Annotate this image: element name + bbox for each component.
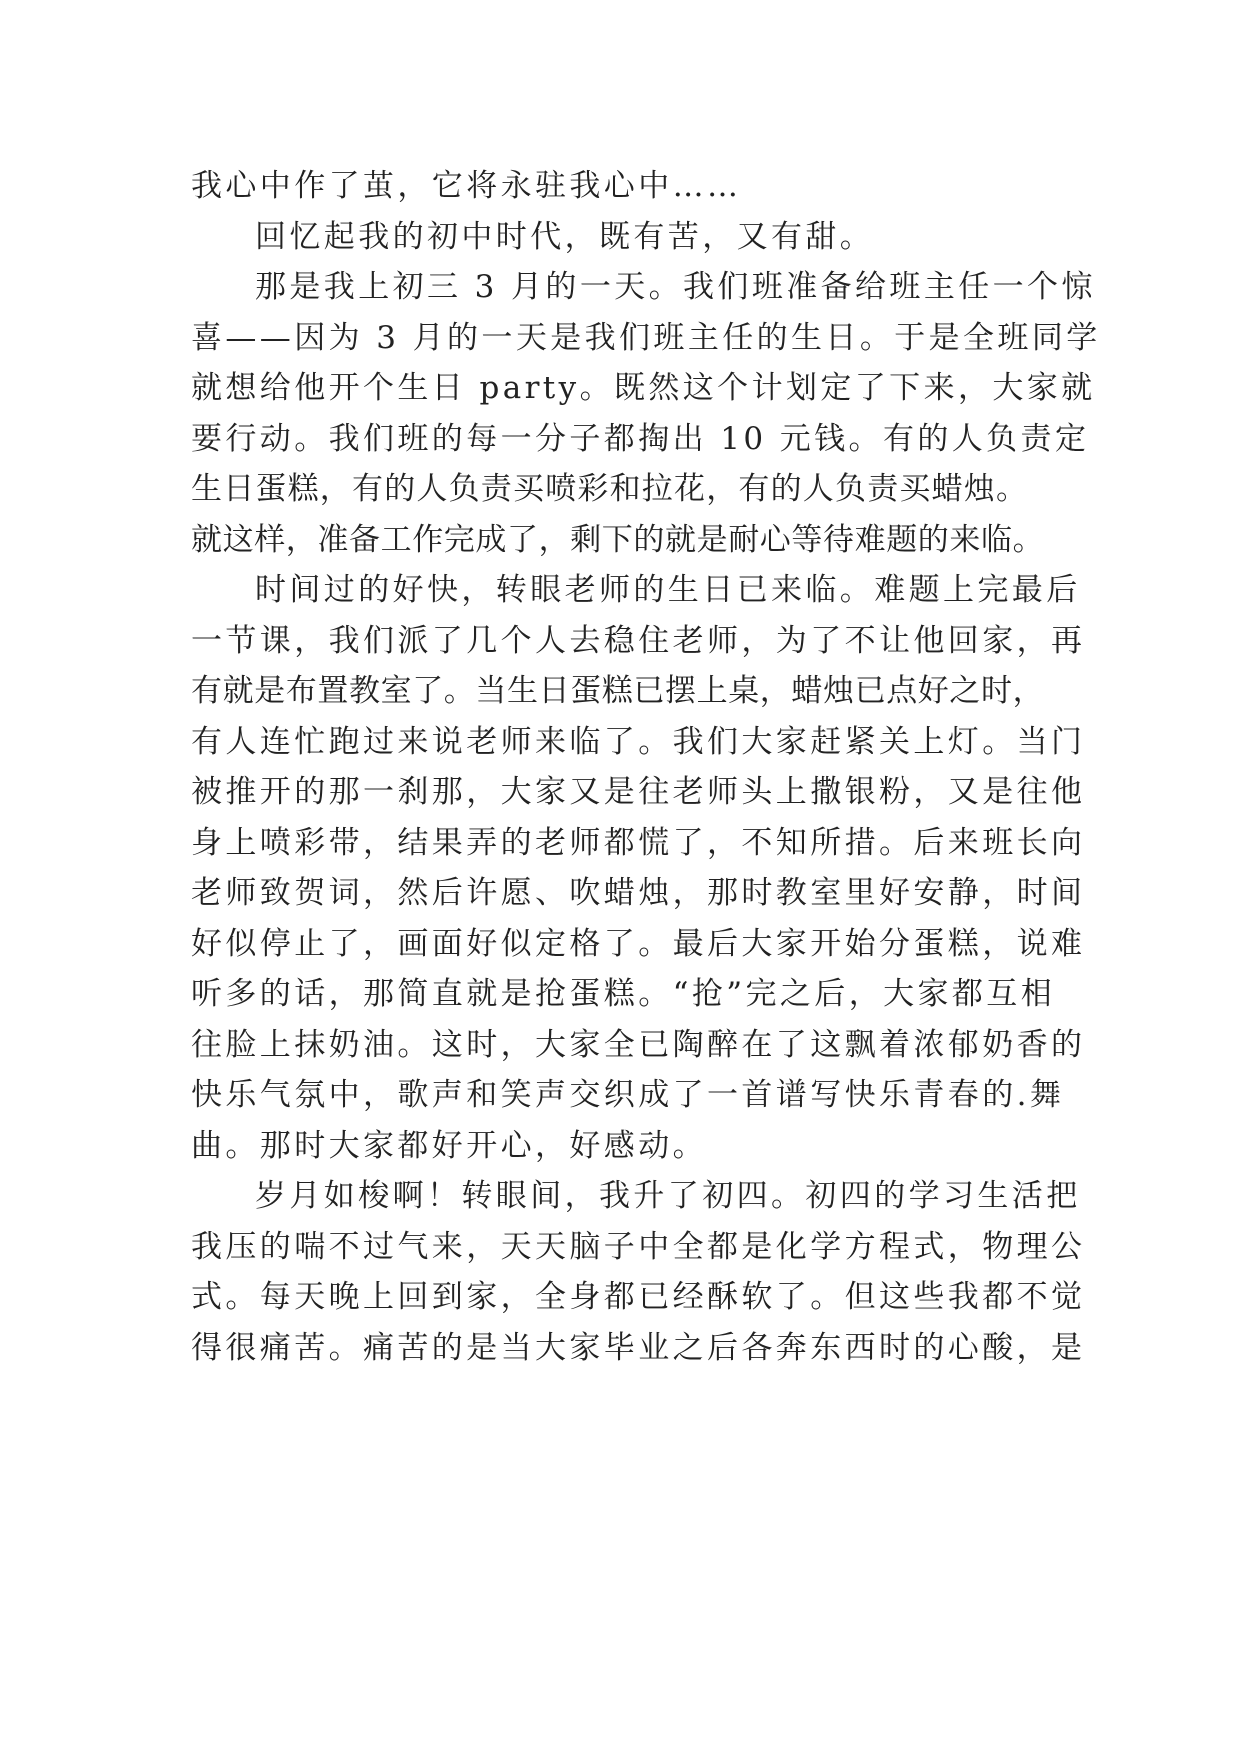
text-line: 曲。那时大家都好开心，好感动。 xyxy=(191,1127,707,1164)
text-line: 就这样，准备工作完成了，剩下的就是耐心等待难题的来临。 xyxy=(191,521,1045,558)
text-line: 我心中作了茧，它将永驻我心中…… xyxy=(191,168,742,204)
text-line: 好似停止了，画面好似定格了。最后大家开始分蛋糕，说难 xyxy=(191,925,1086,962)
essay-body xyxy=(191,161,1101,1373)
text-line: 生日蛋糕，有的人负责买喷彩和拉花，有的人负责买蜡烛。 xyxy=(191,471,1029,507)
text-line: 老师致贺词，然后许愿、吹蜡烛，那时教室里好安静，时间 xyxy=(191,875,1086,911)
text-line: 听多的话，那简直就是抢蛋糕。“抢”完之后，大家都互相 xyxy=(191,976,1056,1012)
text-line: 要行动。我们班的每一分子都掏出 10 元钱。有的人负责定 xyxy=(191,420,1090,457)
text-line: 身上喷彩带，结果弄的老师都慌了，不知所措。后来班长向 xyxy=(191,824,1086,861)
text-line: 式。每天晚上回到家，全身都已经酥软了。但这些我都不觉 xyxy=(191,1279,1086,1315)
paragraph-first-line: 回忆起我的初中时代，既有苦，又有甜。 xyxy=(255,218,875,255)
text-line: 喜——因为 3 月的一天是我们班主任的生日。于是全班同学 xyxy=(191,319,1101,356)
text-line: 我压的喘不过气来，天天脑子中全都是化学方程式，物理公 xyxy=(191,1228,1086,1265)
text-line: 快乐气氛中，歌声和笑声交织成了一首谱写快乐青春的.舞 xyxy=(191,1077,1065,1113)
paragraph-first-line: 岁月如梭啊！转眼间，我升了初四。初四的学习生活把 xyxy=(255,1178,1081,1214)
paragraph-first-line: 那是我上初三 3 月的一天。我们班准备给班主任一个惊 xyxy=(255,269,1096,305)
text-line: 就想给他开个生日 party。既然这个计划定了下来，大家就 xyxy=(191,370,1096,406)
text-line: 有就是布置教室了。当生日蛋糕已摆上桌，蜡烛已点好之时， xyxy=(191,673,1045,709)
text-line: 一节课，我们派了几个人去稳住老师，为了不让他回家，再 xyxy=(191,622,1086,659)
text-line: 被推开的那一刹那，大家又是往老师头上撒银粉，又是往他 xyxy=(191,774,1086,810)
text-line: 得很痛苦。痛苦的是当大家毕业之后各奔东西时的心酸，是 xyxy=(191,1329,1086,1366)
text-line: 有人连忙跑过来说老师来临了。我们大家赶紧关上灯。当门 xyxy=(191,723,1086,760)
paragraph-first-line: 时间过的好快，转眼老师的生日已来临。难题上完最后 xyxy=(255,572,1081,608)
text-line: 往脸上抹奶油。这时，大家全已陶醉在了这飘着浓郁奶香的 xyxy=(191,1026,1086,1063)
